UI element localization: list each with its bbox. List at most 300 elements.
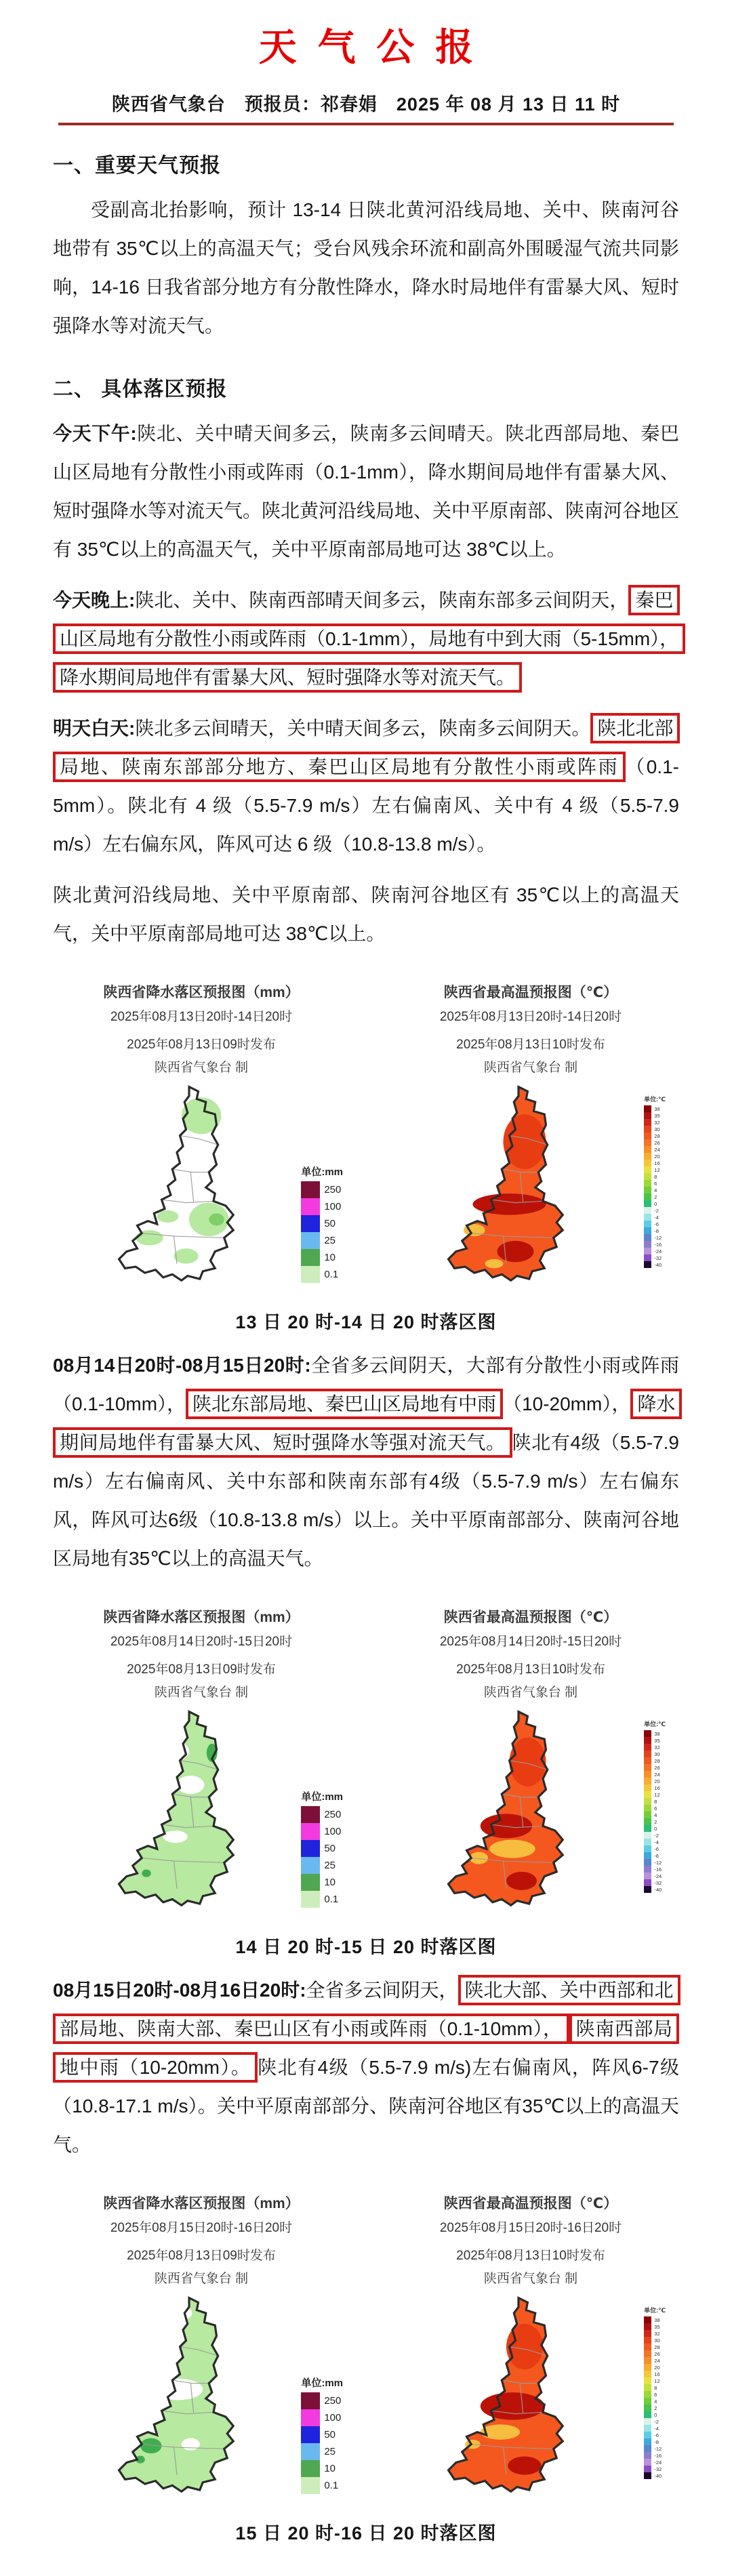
legend-value: 250 <box>324 1809 342 1820</box>
legend-swatch <box>644 1832 651 1839</box>
legend-value: -2 <box>654 2418 659 2425</box>
legend-entry <box>644 1771 666 1778</box>
legend-swatch <box>644 1261 651 1268</box>
highlight-box: 陕北大部、关中西部和北部局地、陕南大部、秦巴山区有小雨或阵雨（0.1-10mm）， <box>53 1975 680 2044</box>
legend-value: 20 <box>654 1778 660 1784</box>
legend-swatch <box>301 1874 320 1891</box>
map-issue-time: 2025年08月13日09时发布 <box>127 1662 276 1677</box>
legend-swatch <box>644 1791 651 1798</box>
legend-value: 10 <box>324 1877 336 1888</box>
figure-caption: 15 日 20 时-16 日 20 时落区图 <box>235 2523 497 2543</box>
highlight-box: 陕北东部局地、秦巴山区局地有中雨 <box>186 1389 503 1419</box>
temp-map <box>385 1709 676 1912</box>
paragraph-text: 陕北多云间晴天，关中晴天间多云，陕南多云间阴天。 <box>135 718 591 739</box>
legend-value: -40 <box>654 1886 662 1893</box>
paragraph-today-afternoon <box>53 414 679 569</box>
legend-swatch <box>644 1227 651 1234</box>
legend-value: -16 <box>654 1241 662 1248</box>
legend-value: 32 <box>654 1744 660 1751</box>
legend-entry <box>301 2392 343 2409</box>
legend-swatch <box>644 2452 651 2459</box>
legend-entry <box>644 1873 666 1879</box>
legend-value: 20 <box>654 2364 660 2371</box>
map-maker: 陕西省气象台 制 <box>154 1685 249 1700</box>
legend-swatch <box>644 2323 651 2330</box>
legend-entry <box>644 2330 666 2337</box>
legend-swatch <box>644 1879 651 1886</box>
legend-swatch <box>644 1146 651 1153</box>
legend-entry <box>301 1215 343 1232</box>
legend-entry <box>644 1112 666 1119</box>
map-title: 陕西省降水落区预报图（mm） <box>103 2196 300 2211</box>
legend-swatch <box>644 1126 651 1132</box>
paragraph-text: （0.1-5mm）。陕北有 4 级（5.5-7.9 m/s）左右偏南风、关中有 4 级（5.5-7.9 m/s）左右偏东风，阵风可达 6 级（10.8-13.8 m/s）。 <box>53 756 679 855</box>
legend-value: 28 <box>654 1757 660 1764</box>
legend-value: -4 <box>654 1214 659 1221</box>
legend-entry <box>301 2477 343 2494</box>
legend-value: 50 <box>324 2429 336 2440</box>
legend-value: 10 <box>324 2463 336 2474</box>
legend-swatch <box>301 1249 320 1266</box>
legend-entry <box>644 1866 666 1873</box>
legend-value: 4 <box>654 2398 657 2405</box>
legend-entry <box>644 1146 666 1153</box>
paragraph-0814 <box>53 1346 679 1578</box>
map-issue-time: 2025年08月13日09时发布 <box>127 2249 276 2263</box>
legend-entry <box>644 1784 666 1791</box>
legend-value: 0.1 <box>324 2480 339 2491</box>
legend-value: -6 <box>654 2432 659 2438</box>
legend-swatch <box>644 2405 651 2411</box>
map-valid-time: 2025年08月13日20时-14日20时 <box>110 1010 293 1024</box>
legend-entry <box>644 1737 666 1744</box>
paragraph-text: 陕北有4级（5.5-7.9 m/s）左右偏南风、关中东部和陕南东部有4级（5.5-7.9 m/s）左右偏东风，阵风可达6级（10.8-13.8 m/s）以上。关中平原南部部分、陕南河谷地区局地有35℃以上的高温天气。 <box>53 1432 679 1569</box>
map-title: 陕西省降水落区预报图（mm） <box>103 1610 300 1625</box>
legend-entry <box>644 1173 666 1180</box>
legend-swatch <box>644 2411 651 2418</box>
legend-swatch <box>644 1173 651 1180</box>
legend-entry <box>644 2425 666 2432</box>
legend-value: -6 <box>654 1221 659 1227</box>
legend-swatch <box>644 1153 651 1160</box>
legend-swatch <box>644 2316 651 2323</box>
legend-value: 25 <box>324 1860 336 1871</box>
legend-swatch <box>644 1737 651 1744</box>
legend-entry <box>301 2443 343 2460</box>
map-valid-time: 2025年08月14日20时-15日20时 <box>110 1635 293 1649</box>
legend-value: 24 <box>654 1771 660 1778</box>
legend-swatch <box>644 2418 651 2425</box>
legend-entry <box>644 1852 666 1859</box>
map-title: 陕西省最高温预报图（℃） <box>443 985 618 1000</box>
page-title: 天气公报 <box>258 26 494 68</box>
legend-entry <box>301 1232 343 1249</box>
legend-entry <box>644 2316 666 2323</box>
paragraph-tonight <box>53 581 679 697</box>
map-issue-time: 2025年08月13日10时发布 <box>456 1038 605 1052</box>
precip-map <box>56 1709 347 1912</box>
legend-value: 2 <box>654 2405 657 2411</box>
legend-swatch <box>301 1823 320 1840</box>
legend-entry <box>301 1891 343 1908</box>
legend-value: -32 <box>654 1254 662 1261</box>
paragraph-text: 全省多云间阴天， <box>306 1980 458 2001</box>
legend-entry <box>301 1266 343 1283</box>
legend-swatch <box>644 2425 651 2432</box>
highlight-box: 陕北北部局地、陕南东部部分地方、秦巴山区局地有分散性小雨或阵雨 <box>53 713 680 782</box>
legend-swatch <box>644 2344 651 2350</box>
legend-entry <box>644 1166 666 1173</box>
legend-swatch <box>644 1730 651 1737</box>
shaanxi-precip-map-svg <box>107 1084 260 1284</box>
legend-swatch <box>644 1812 651 1818</box>
legend-swatch <box>644 2438 651 2445</box>
legend-value: 32 <box>654 2330 660 2337</box>
legend-swatch <box>301 1266 320 1283</box>
legend-value: -40 <box>654 2472 662 2479</box>
figure-maps-14-15 <box>53 1606 679 1912</box>
legend-swatch <box>301 1232 320 1249</box>
temp-map <box>385 2295 676 2498</box>
legend-value: 10 <box>324 1252 336 1263</box>
legend-entry <box>644 1200 666 1207</box>
legend-entry <box>644 1805 666 1812</box>
legend-value: 0 <box>654 1825 657 1832</box>
legend-swatch <box>644 1771 651 1778</box>
legend-value: 26 <box>654 1139 660 1146</box>
legend-swatch <box>644 1818 651 1825</box>
legend-entry <box>644 1832 666 1839</box>
legend-value: 12 <box>654 1791 660 1798</box>
legend-entry <box>644 1214 666 1221</box>
legend-swatch <box>301 1215 320 1232</box>
legend-value: 38 <box>654 1730 660 1737</box>
legend-entry <box>644 1105 666 1112</box>
legend-value: 250 <box>324 2395 342 2407</box>
legend-swatch <box>644 2364 651 2371</box>
shaanxi-precip-map-svg <box>107 1709 260 1908</box>
legend-swatch <box>644 1825 651 1832</box>
legend-value: 30 <box>654 1126 660 1132</box>
legend-swatch <box>301 1857 320 1874</box>
legend-swatch <box>644 1139 651 1146</box>
legend-swatch <box>644 1207 651 1214</box>
legend-entry <box>644 1798 666 1805</box>
legend-value: -12 <box>654 1234 662 1241</box>
legend-value: -8 <box>654 1852 659 1859</box>
legend-swatch <box>301 2426 320 2443</box>
paragraph-tomorrow-day <box>53 709 679 863</box>
legend-value: 50 <box>324 1218 336 1229</box>
legend-entry <box>644 2350 666 2357</box>
legend-value: 30 <box>654 1751 660 1757</box>
legend-entry <box>644 2418 666 2425</box>
legend-swatch <box>644 2377 651 2384</box>
legend-swatch <box>644 1845 651 1852</box>
legend-entry <box>644 1187 666 1193</box>
legend-value: 32 <box>654 1119 660 1126</box>
shaanxi-temp-map-svg <box>436 1709 589 1908</box>
legend-value: -8 <box>654 2438 659 2445</box>
legend-value: -32 <box>654 1879 662 1886</box>
temp-legend <box>644 1719 666 1893</box>
legend-entry <box>644 1248 666 1254</box>
legend-entry <box>644 2432 666 2438</box>
map-title: 陕西省降水落区预报图（mm） <box>103 985 300 1000</box>
legend-entry <box>644 1207 666 1214</box>
paragraph-text: 陕北、关中、陕南西部晴天间多云，陕南东部多云间阴天， <box>135 590 629 611</box>
legend-entry <box>301 1857 343 1874</box>
legend-entry <box>644 2411 666 2418</box>
legend-unit-label: 单位:mm <box>301 2377 343 2389</box>
legend-entry <box>644 1180 666 1187</box>
legend-entry <box>644 1751 666 1757</box>
legend-entry <box>301 1249 343 1266</box>
legend-value: 6 <box>654 1180 657 1187</box>
legend-entry <box>644 2391 666 2398</box>
legend-swatch <box>644 2398 651 2405</box>
legend-swatch <box>644 1166 651 1173</box>
legend-entry <box>644 1757 666 1764</box>
legend-value: -4 <box>654 1839 659 1845</box>
paragraph-lead: 今天下午: <box>53 423 137 444</box>
legend-swatch <box>644 1784 651 1791</box>
map-title: 陕西省最高温预报图（℃） <box>443 1610 618 1625</box>
map-maker: 陕西省气象台 制 <box>483 1061 578 1075</box>
legend-entry <box>644 1241 666 1248</box>
legend-value: 25 <box>324 1235 336 1246</box>
legend-value: -12 <box>654 1859 662 1866</box>
legend-entry <box>644 1812 666 1818</box>
legend-swatch <box>301 1840 320 1857</box>
legend-entry <box>644 2438 666 2445</box>
legend-swatch <box>644 2445 651 2452</box>
legend-entry <box>644 1254 666 1261</box>
legend-value: -16 <box>654 2452 662 2459</box>
legend-entry <box>301 1840 343 1857</box>
highlight-box: 陕南西部局地中雨（10-20mm）。 <box>53 2013 679 2083</box>
legend-value: 38 <box>654 2316 660 2323</box>
precip-legend <box>301 1164 343 1283</box>
legend-swatch <box>644 1193 651 1200</box>
paragraph-text: 陕北、关中晴天间多云，陕南多云间晴天。陕北西部局地、秦巴山区局地有分散性小雨或阵雨（0.1-1mm），降水期间局地伴有雷暴大风、短时强降水等对流天气。陕北黄河沿线局地、关中平原南部、陕南河谷地区有 35℃以上的高温天气，关中平原南部局地可达 38℃以上。 <box>53 423 680 560</box>
legend-value: 16 <box>654 1160 660 1166</box>
legend-unit-label: 单位:℃ <box>644 2307 666 2314</box>
paragraph-text: （10-20mm）， <box>503 1393 631 1414</box>
legend-value: 24 <box>654 2357 660 2364</box>
legend-swatch <box>644 1859 651 1866</box>
legend-swatch <box>644 2330 651 2337</box>
legend-value: -2 <box>654 1207 659 1214</box>
legend-value: 0 <box>654 2411 657 2418</box>
legend-value: 12 <box>654 1166 660 1173</box>
legend-entry <box>301 1198 343 1215</box>
paragraph-lead: 明天白天: <box>53 718 136 739</box>
legend-swatch <box>644 1112 651 1119</box>
legend-swatch <box>644 2384 651 2391</box>
legend-entry <box>644 1234 666 1241</box>
legend-entry <box>644 1261 666 1268</box>
legend-entry <box>644 2405 666 2411</box>
legend-swatch <box>301 2392 320 2409</box>
legend-entry <box>644 2398 666 2405</box>
legend-value: 0.1 <box>324 1269 339 1280</box>
legend-swatch <box>644 1234 651 1241</box>
legend-swatch <box>301 1198 320 1215</box>
legend-value: -32 <box>654 2466 662 2472</box>
legend-value: 16 <box>654 2371 660 2377</box>
legend-value: -4 <box>654 2425 659 2432</box>
temp-legend <box>644 1095 666 1268</box>
legend-entry <box>644 2371 666 2377</box>
legend-value: 26 <box>654 2350 660 2357</box>
legend-swatch <box>644 1744 651 1751</box>
map-valid-time: 2025年08月14日20时-15日20时 <box>439 1635 622 1649</box>
legend-swatch <box>644 1873 651 1879</box>
legend-swatch <box>644 1132 651 1139</box>
legend-entry <box>644 1859 666 1866</box>
legend-value: 12 <box>654 2377 660 2384</box>
legend-entry <box>644 1845 666 1852</box>
legend-value: 6 <box>654 2391 657 2398</box>
legend-value: 24 <box>654 1146 660 1153</box>
legend-value: -16 <box>654 1866 662 1873</box>
paragraph-lead: 今天晚上: <box>53 590 136 611</box>
map-title: 陕西省最高温预报图（℃） <box>443 2196 618 2211</box>
legend-value: 20 <box>654 1153 660 1160</box>
map-valid-time: 2025年08月15日20时-16日20时 <box>110 2221 293 2235</box>
legend-entry <box>644 1160 666 1166</box>
legend-entry <box>644 2357 666 2364</box>
legend-entry <box>644 1153 666 1160</box>
legend-swatch <box>644 1214 651 1221</box>
paragraph-high-temp: 陕北黄河沿线局地、关中平原南部、陕南河谷地区有 35℃以上的高温天气，关中平原南部局地可达 38℃以上。 <box>53 884 679 944</box>
shaanxi-precip-map-svg <box>107 2295 260 2495</box>
important-forecast-paragraph: 受副高北抬影响，预计 13-14 日陕北黄河沿线局地、关中、陕南河谷地带有 35℃以上的高温天气；受台风残余环流和副高外围暖湿气流共同影响，14-16 日我省部分地方有分散性降水，降水时局地伴有雷暴大风、短时强降水等对流天气。 <box>53 199 679 336</box>
legend-swatch <box>644 1778 651 1784</box>
legend-entry <box>644 1193 666 1200</box>
legend-entry <box>301 2409 343 2426</box>
section-2-heading: 二、 具体落区预报 <box>53 378 228 401</box>
legend-value: -24 <box>654 2459 662 2466</box>
legend-swatch <box>644 2432 651 2438</box>
legend-value: 28 <box>654 1132 660 1139</box>
legend-entry <box>644 1227 666 1234</box>
legend-swatch <box>644 1187 651 1193</box>
legend-entry <box>644 1825 666 1832</box>
legend-value: 28 <box>654 2344 660 2350</box>
legend-entry <box>301 1823 343 1840</box>
map-maker: 陕西省气象台 制 <box>154 2272 249 2286</box>
legend-entry <box>644 2344 666 2350</box>
legend-value: -6 <box>654 1845 659 1852</box>
legend-value: 8 <box>654 2384 657 2391</box>
temp-map-card <box>385 1606 676 1912</box>
legend-entry <box>644 1886 666 1893</box>
legend-value: 8 <box>654 1173 657 1180</box>
legend-swatch <box>644 1241 651 1248</box>
figure-maps-13-14 <box>53 981 679 1287</box>
legend-swatch <box>644 2459 651 2466</box>
legend-entry <box>644 2445 666 2452</box>
legend-swatch <box>301 1806 320 1823</box>
legend-swatch <box>301 2477 320 2494</box>
legend-entry <box>644 2377 666 2384</box>
legend-entry <box>644 1126 666 1132</box>
precip-map <box>56 2295 347 2498</box>
temp-map-card <box>385 2192 676 2498</box>
paragraph-lead: 08月15日20时-08月16日20时: <box>53 1980 306 2001</box>
paragraph-0815 <box>53 1971 679 2164</box>
precip-map-card <box>56 981 347 1287</box>
legend-entry <box>644 1764 666 1771</box>
legend-swatch <box>644 2337 651 2344</box>
legend-value: -24 <box>654 1248 662 1254</box>
legend-value: 0.1 <box>324 1894 339 1905</box>
paragraph-lead: 08月14日20时-08月15日20时: <box>53 1355 311 1376</box>
temp-legend <box>644 2306 666 2479</box>
map-valid-time: 2025年08月15日20时-16日20时 <box>439 2221 622 2235</box>
legend-value: 0 <box>654 1200 657 1207</box>
legend-entry <box>644 1221 666 1227</box>
legend-swatch <box>644 1852 651 1859</box>
precip-map-card <box>56 2192 347 2498</box>
legend-unit-label: 单位:mm <box>301 1166 343 1178</box>
legend-swatch <box>644 2472 651 2479</box>
legend-entry <box>644 2452 666 2459</box>
legend-entry <box>644 1730 666 1737</box>
map-maker: 陕西省气象台 制 <box>154 1061 249 1075</box>
shaanxi-temp-map-svg <box>436 1084 589 1284</box>
precip-legend <box>301 1789 343 1908</box>
legend-entry <box>644 1879 666 1886</box>
legend-entry <box>644 1119 666 1126</box>
map-issue-time: 2025年08月13日09时发布 <box>127 1038 276 1052</box>
legend-value: -24 <box>654 1873 662 1879</box>
legend-swatch <box>644 1798 651 1805</box>
legend-value: 8 <box>654 1798 657 1805</box>
legend-swatch <box>644 1751 651 1757</box>
legend-value: 6 <box>654 1805 657 1812</box>
temp-map <box>385 1084 676 1287</box>
legend-swatch <box>644 2371 651 2377</box>
legend-value: 250 <box>324 1184 342 1195</box>
precip-map-card <box>56 1606 347 1912</box>
legend-value: 35 <box>654 2323 660 2330</box>
legend-entry <box>644 1818 666 1825</box>
legend-swatch <box>644 2357 651 2364</box>
map-valid-time: 2025年08月13日20时-14日20时 <box>439 1010 622 1024</box>
legend-value: 50 <box>324 1843 336 1854</box>
legend-swatch <box>644 1254 651 1261</box>
temp-map-card <box>385 981 676 1287</box>
legend-swatch <box>644 1200 651 1207</box>
figure-caption: 14 日 20 时-15 日 20 时落区图 <box>235 1937 497 1957</box>
legend-swatch <box>644 2391 651 2398</box>
legend-swatch <box>301 1891 320 1908</box>
legend-entry <box>644 2459 666 2466</box>
highlight-box: 降水期间局地伴有雷暴大风、短时强降水等强对流天气。 <box>53 1389 682 1458</box>
figure-maps-15-16 <box>53 2192 679 2498</box>
precip-legend <box>301 2375 343 2494</box>
highlight-box: 秦巴山区局地有分散性小雨或阵雨（0.1-1mm），局地有中到大雨（5-15mm），降水期间局地伴有雷暴大风、短时强降水等对流天气。 <box>53 585 685 693</box>
legend-entry <box>301 1874 343 1891</box>
legend-swatch <box>644 1221 651 1227</box>
section-1-heading: 一、重要天气预报 <box>53 155 221 177</box>
legend-unit-label: 单位:℃ <box>644 1096 666 1103</box>
legend-value: 16 <box>654 1784 660 1791</box>
issuer-line: 陕西省气象台 预报员：祁春娟 2025 年 08 月 13 日 11 时 <box>111 94 621 115</box>
